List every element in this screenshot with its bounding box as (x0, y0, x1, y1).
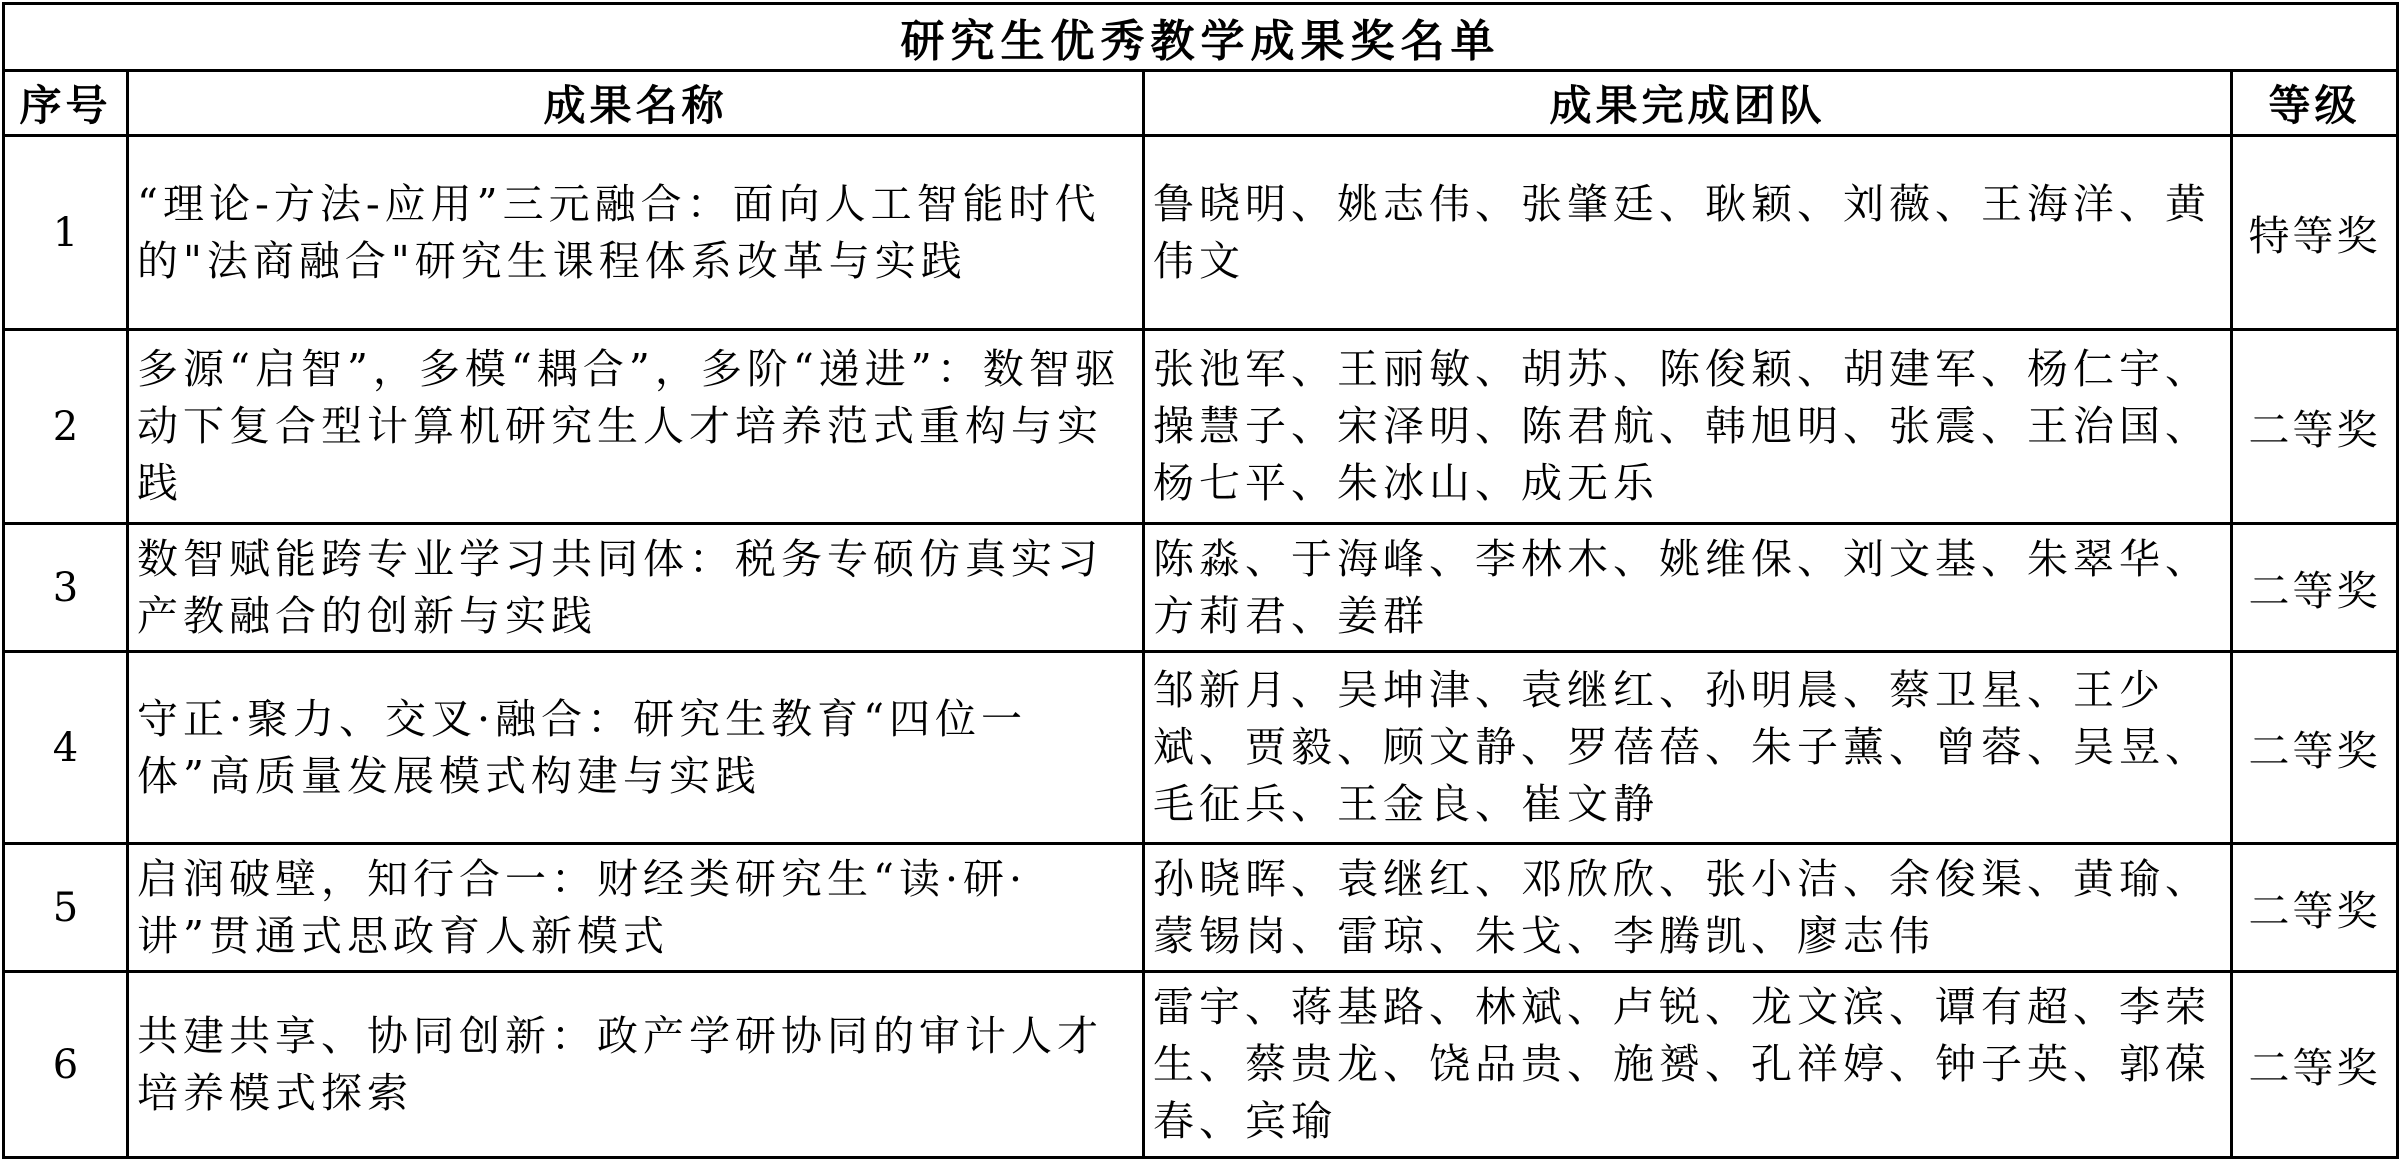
row-name: 守正·聚力、交叉·融合：研究生教育“四位一体”高质量发展模式构建与实践 (128, 652, 1144, 844)
row-name: “理论-方法-应用”三元融合：面向人工智能时代的"法商融合"研究生课程体系改革与实践 (128, 136, 1144, 330)
row-level: 特等奖 (2232, 136, 2398, 330)
table-row (4, 136, 2398, 330)
row-name: 多源“启智”，多模“耦合”，多阶“递进”：数智驱动下复合型计算机研究生人才培养范式重构与实践 (128, 330, 1144, 524)
row-team: 雷宇、蒋基路、林斌、卢锐、龙文滨、谭有超、李荣生、蔡贵龙、饶品贵、施赟、孔祥婷、钟子英、郭葆春、宾瑜 (1144, 972, 2232, 1158)
row-index: 2 (4, 330, 128, 524)
row-level: 二等奖 (2232, 524, 2398, 652)
table-row (4, 524, 2398, 652)
row-name: 启润破壁，知行合一：财经类研究生“读·研·讲”贯通式思政育人新模式 (128, 844, 1144, 972)
table-row (4, 652, 2398, 844)
row-team: 张池军、王丽敏、胡苏、陈俊颖、胡建军、杨仁宇、操慧子、宋泽明、陈君航、韩旭明、张震、王治国、杨七平、朱冰山、成无乐 (1144, 330, 2232, 524)
table-row (4, 844, 2398, 972)
row-level: 二等奖 (2232, 844, 2398, 972)
table-title: 研究生优秀教学成果奖名单 (4, 4, 2398, 71)
row-level: 二等奖 (2232, 652, 2398, 844)
award-list-table (2, 2, 2399, 1159)
header-level: 等级 (2232, 71, 2398, 136)
row-team: 孙晓晖、袁继红、邓欣欣、张小洁、余俊渠、黄瑜、蒙锡岗、雷琼、朱戈、李腾凯、廖志伟 (1144, 844, 2232, 972)
row-level: 二等奖 (2232, 330, 2398, 524)
row-team: 鲁晓明、姚志伟、张肇廷、耿颖、刘薇、王海洋、黄伟文 (1144, 136, 2232, 330)
header-name: 成果名称 (128, 71, 1144, 136)
row-name: 共建共享、协同创新：政产学研协同的审计人才培养模式探索 (128, 972, 1144, 1158)
row-team: 邹新月、吴坤津、袁继红、孙明晨、蔡卫星、王少斌、贾毅、顾文静、罗蓓蓓、朱子薰、曾蓉、吴昱、毛征兵、王金良、崔文静 (1144, 652, 2232, 844)
row-team: 陈淼、于海峰、李林木、姚维保、刘文基、朱翠华、方莉君、姜群 (1144, 524, 2232, 652)
row-index: 6 (4, 972, 128, 1158)
row-index: 4 (4, 652, 128, 844)
row-index: 5 (4, 844, 128, 972)
row-name: 数智赋能跨专业学习共同体：税务专硕仿真实习产教融合的创新与实践 (128, 524, 1144, 652)
header-team: 成果完成团队 (1144, 71, 2232, 136)
table-row (4, 330, 2398, 524)
header-index: 序号 (4, 71, 128, 136)
row-index: 3 (4, 524, 128, 652)
row-level: 二等奖 (2232, 972, 2398, 1158)
table-row (4, 972, 2398, 1158)
title-row (4, 4, 2398, 71)
header-row (4, 71, 2398, 136)
row-index: 1 (4, 136, 128, 330)
